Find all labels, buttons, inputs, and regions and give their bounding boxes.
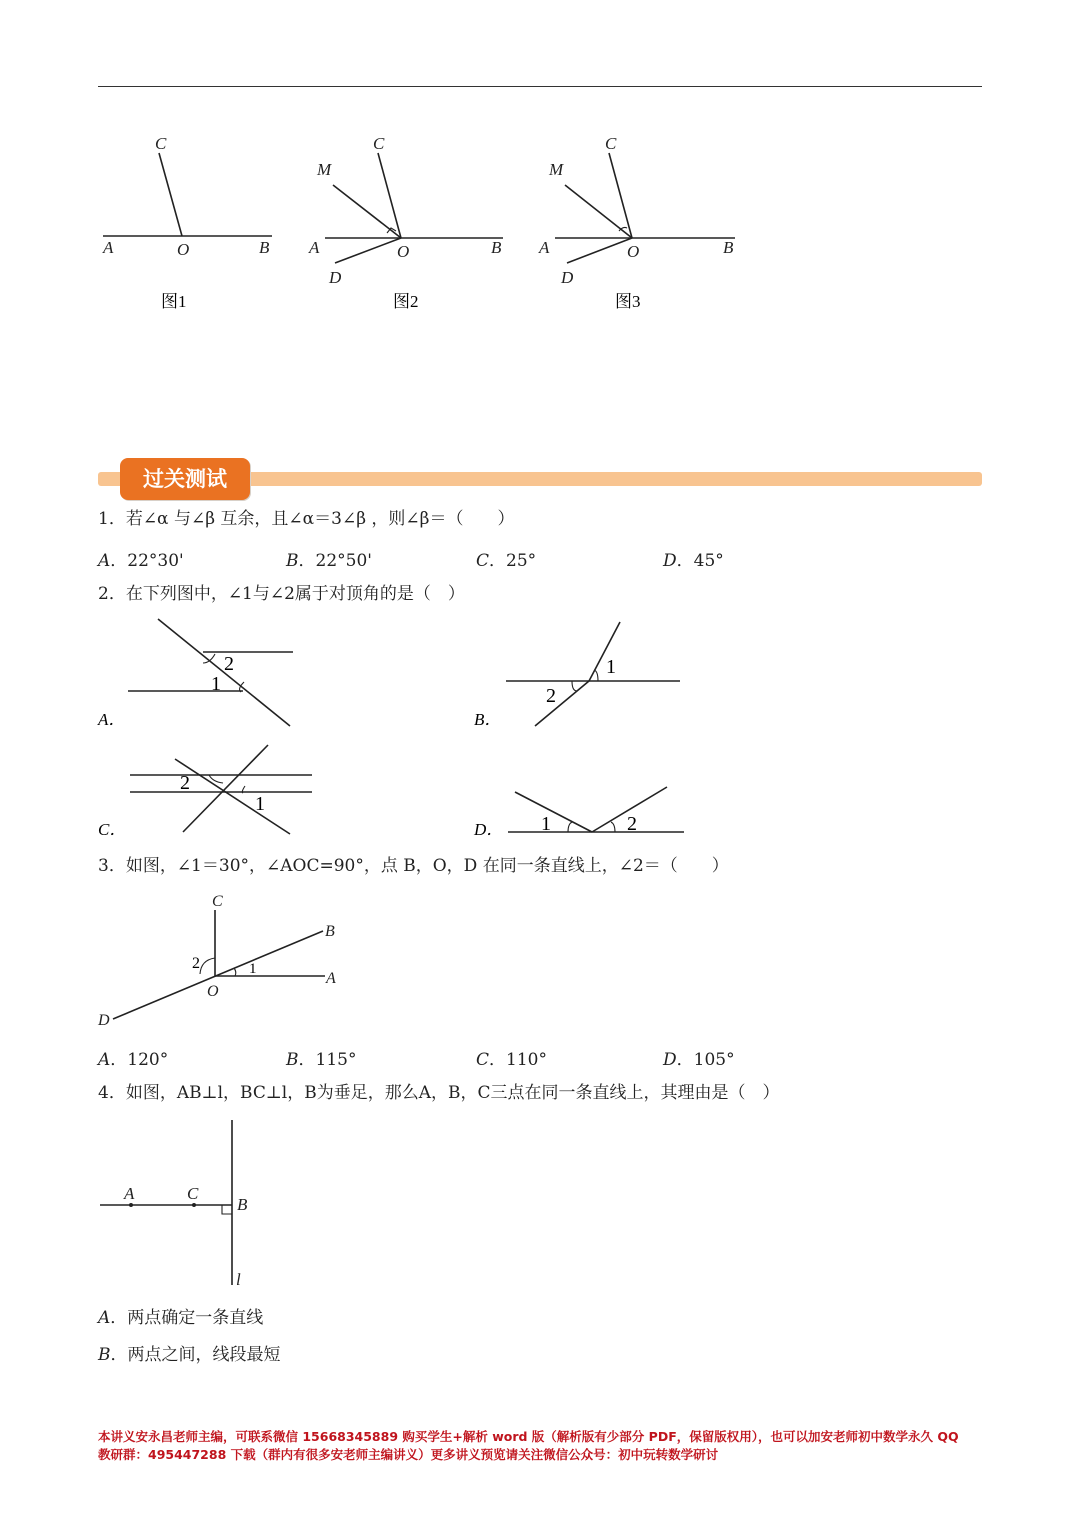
q2d-label-1: 1: [541, 813, 551, 835]
q3-label-2: 2: [192, 955, 200, 972]
q2b-label-2: 2: [546, 685, 556, 707]
q2a-label-2: 2: [224, 653, 234, 675]
q2-figure-d: [508, 787, 684, 832]
q2-figure-c: [130, 745, 312, 834]
footer-line-2: 教研群：495447288 下载（群内有很多安老师主编讲义）更多讲义预览请关注微信公众号：初中玩转数学研讨: [98, 1447, 719, 1462]
fig2-label-d: D: [329, 268, 342, 287]
q2-option-b-label: B．: [474, 710, 502, 729]
q2-option-a-label: A．: [98, 710, 126, 729]
footer-line-1: 本讲义安永昌老师主编，可联系微信 15668345889 购买学生+解析 word 版（解析版有少部分 PDF，保留版权用），也可以加安老师初中数学永久 QQ: [98, 1429, 959, 1444]
q3-label-1: 1: [249, 961, 257, 977]
fig3-label-b: B: [723, 238, 734, 257]
q3-stem: 3．如图，∠1＝30°，∠AOC=90°，点 B，O，D 在同一条直线上，∠2＝（ ）: [98, 856, 729, 876]
q3-option-d: D．105°: [663, 1050, 735, 1070]
q4-stem: 4．如图，AB⊥l，BC⊥l，B为垂足，那么A，B，C三点在同一条直线上，其理由是（ ）: [98, 1083, 780, 1103]
q2-option-c-label: C．: [98, 820, 127, 839]
fig2-label-a: A: [309, 238, 320, 257]
q3-option-b: B．115°: [286, 1050, 357, 1070]
q3-option-a: A．120°: [98, 1050, 169, 1070]
q2-figures: [95, 612, 715, 842]
fig3-label-o: O: [627, 242, 640, 261]
fig1-label-c: C: [155, 134, 167, 153]
q4-figure: [95, 1115, 275, 1290]
q1-option-b: B．22°50': [286, 551, 372, 571]
q3-figure: [95, 888, 355, 1033]
figure-2: [325, 153, 503, 263]
q2c-label-1: 1: [255, 793, 265, 815]
q2d-label-2: 2: [627, 813, 637, 835]
q4-option-b: B．两点之间，线段最短: [98, 1345, 281, 1365]
fig1-label-o: O: [177, 240, 190, 259]
q2-stem: 2．在下列图中，∠1与∠2属于对顶角的是（ ）: [98, 584, 465, 604]
q3-label-c: C: [212, 893, 223, 910]
fig3-label-a: A: [539, 238, 550, 257]
q3-label-d: D: [98, 1012, 110, 1029]
fig1-caption: 图1: [161, 292, 187, 311]
q3-label-b: B: [325, 923, 335, 940]
q1-option-a: A．22°30': [98, 551, 184, 571]
top-figures: [95, 125, 755, 315]
q1-option-c: C．25°: [476, 551, 537, 571]
fig2-label-m: M: [317, 160, 332, 179]
q4-label-a: A: [124, 1184, 135, 1203]
q4-label-b: B: [237, 1195, 248, 1214]
q2-figure-b: [506, 622, 680, 726]
q3-label-a: A: [326, 970, 336, 987]
footer-notice: [98, 1428, 988, 1464]
fig3-label-m: M: [549, 160, 564, 179]
fig2-caption: 图2: [393, 292, 419, 311]
fig1-label-a: A: [103, 238, 114, 257]
q4-label-l: l: [236, 1270, 241, 1289]
q4-option-a: A．两点确定一条直线: [98, 1308, 264, 1328]
q2a-label-1: 1: [211, 673, 221, 695]
q4-label-c: C: [187, 1184, 199, 1203]
fig3-caption: 图3: [615, 292, 641, 311]
fig1-label-b: B: [259, 238, 270, 257]
fig2-label-o: O: [397, 242, 410, 261]
q2c-label-2: 2: [180, 772, 190, 794]
q2b-label-1: 1: [606, 656, 616, 678]
fig3-label-d: D: [561, 268, 574, 287]
q3-option-c: C．110°: [476, 1050, 547, 1070]
q1-option-d: D．45°: [663, 551, 724, 571]
q2-option-d-label: D．: [474, 820, 504, 839]
fig3-label-c: C: [605, 134, 617, 153]
section-title: 过关测试: [120, 458, 250, 500]
header-rule: [98, 86, 982, 87]
fig2-label-b: B: [491, 238, 502, 257]
q3-label-o: O: [207, 983, 219, 1000]
q1-stem: 1．若∠α 与∠β 互余，且∠α＝3∠β ，则∠β＝（ ）: [98, 509, 515, 529]
fig2-label-c: C: [373, 134, 385, 153]
figure-3: [555, 153, 735, 263]
figure-1: [103, 153, 272, 236]
